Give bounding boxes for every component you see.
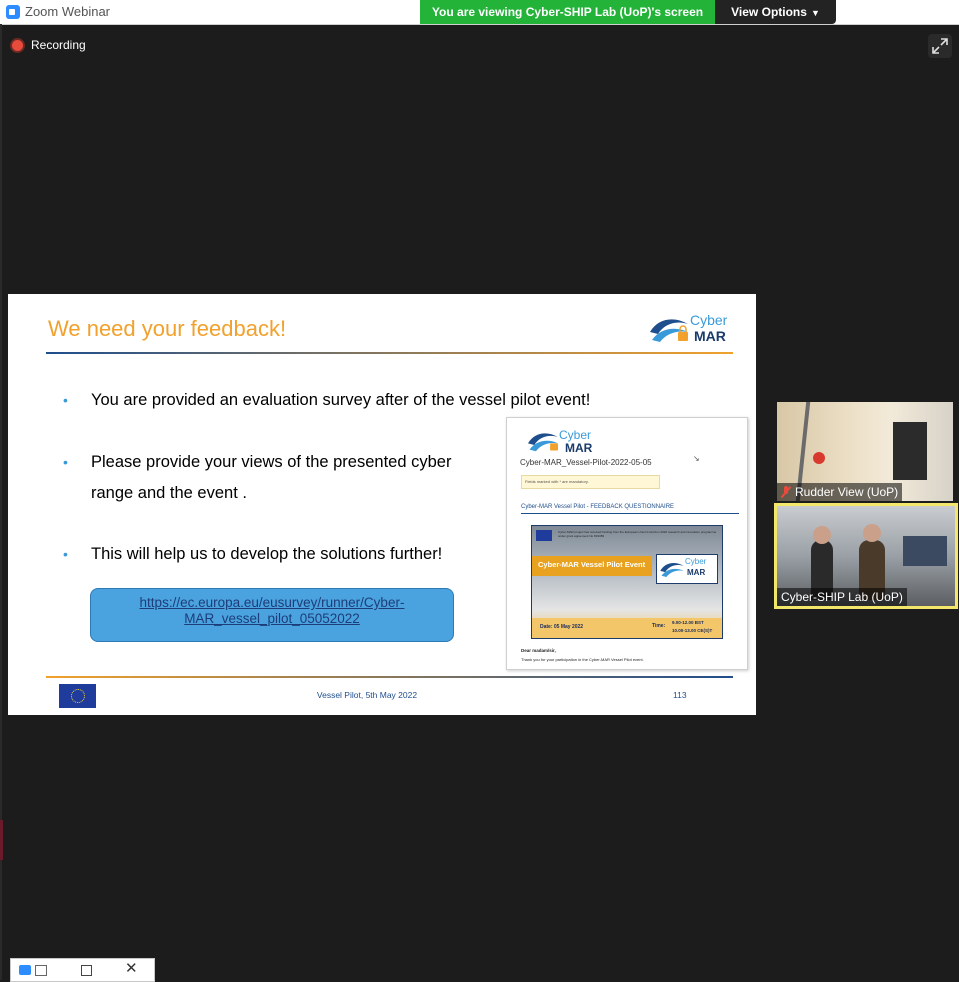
screenshot-logo-cyber: Cyber <box>559 428 592 442</box>
participant-name: Rudder View (UoP) <box>795 485 899 499</box>
survey-screenshot <box>506 417 748 670</box>
banner-date: Date: 05 May 2022 <box>540 624 584 630</box>
participant-name-label <box>777 588 907 606</box>
zoom-app-icon <box>6 5 20 19</box>
banner-time-label: Time: <box>652 623 666 629</box>
bullet-dot-icon: • <box>63 454 68 470</box>
bullet-text: You are provided an evaluation survey after of the vessel pilot event! <box>91 391 591 409</box>
survey-form-name: Cyber-MAR_Vessel-Pilot-2022-05-05 <box>520 458 652 467</box>
eu-flag-icon <box>59 684 96 708</box>
video-tile-cyber-ship-lab[interactable] <box>774 503 958 609</box>
banner-eu-text: Cyber-MAR project has received funding from the European Union's Horizon 2020 research and innovation programme under grant agreement No 833389 <box>558 530 717 538</box>
wave-logo-icon <box>659 557 685 581</box>
slide-page-number: 113 <box>673 690 687 700</box>
survey-link-callout <box>90 588 454 642</box>
restore-icon[interactable] <box>35 965 47 976</box>
survey-thanks: Thank you for your participation in the Cyber-MAR Vessel Pilot event. <box>521 657 644 662</box>
slide-title: We need your feedback! <box>48 316 287 341</box>
survey-greeting: Dear madam/sir, <box>521 648 556 653</box>
survey-link-line2: MAR_vessel_pilot_05052022 <box>184 611 360 626</box>
view-options-button[interactable] <box>715 0 836 24</box>
logo-text-cyber: Cyber <box>690 312 728 328</box>
close-icon[interactable]: ✕ <box>125 960 138 977</box>
bullet-dot-icon: • <box>63 392 68 408</box>
video-content <box>813 526 831 544</box>
wave-logo-icon <box>648 310 690 348</box>
video-content <box>903 536 947 566</box>
banner-event-strip <box>532 556 652 576</box>
banner-time-bst: 9.00-12.00 BST <box>672 620 704 625</box>
window-title: Zoom Webinar <box>25 4 111 19</box>
banner-logo-mar: MAR <box>687 568 706 577</box>
questionnaire-heading: Cyber-MAR Vessel Pilot - FEEDBACK QUESTIONNAIRE <box>521 504 675 510</box>
banner-event-title: Cyber-MAR Vessel Pilot Event <box>538 560 646 569</box>
bullet-text: This will help us to develop the solutions further! <box>91 545 443 563</box>
mic-muted-icon <box>781 486 791 498</box>
bullet-text: Please provide your views of the presented cyber <box>91 453 452 471</box>
bullet-dot-icon: • <box>63 546 68 562</box>
recording-label: Recording <box>31 38 86 52</box>
banner-logo <box>656 554 718 584</box>
viewing-screen-banner: You are viewing Cyber-SHIP Lab (UoP)'s screen <box>420 0 715 24</box>
mouse-cursor-icon: ↘ <box>693 454 700 463</box>
chevron-down-icon: ▼ <box>810 8 820 18</box>
recording-indicator <box>12 36 86 54</box>
video-tile-rudder-view[interactable] <box>777 402 953 501</box>
view-options-label: View Options <box>731 5 807 19</box>
maximize-icon[interactable] <box>81 965 92 976</box>
video-content <box>893 422 927 480</box>
shared-slide <box>8 294 756 715</box>
wave-logo-icon <box>525 426 561 456</box>
fullscreen-button[interactable] <box>928 34 952 58</box>
heading-divider <box>521 513 739 514</box>
window-edge-accent <box>0 820 3 860</box>
survey-link-line1: https://ec.europa.eu/eusurvey/runner/Cyber- <box>139 595 405 610</box>
title-divider <box>46 352 733 354</box>
video-content <box>863 524 881 542</box>
event-banner <box>531 525 723 639</box>
participant-name: Cyber-SHIP Lab (UoP) <box>781 590 903 604</box>
slide-footer-text: Vessel Pilot, 5th May 2022 <box>316 690 418 700</box>
survey-link[interactable] <box>91 595 453 627</box>
footer-divider <box>46 676 733 678</box>
zoom-app-icon <box>19 965 31 975</box>
expand-icon <box>928 34 952 58</box>
minimized-window-bar[interactable] <box>10 958 155 982</box>
participant-name-label <box>777 483 902 501</box>
banner-logo-cyber: Cyber <box>685 557 707 566</box>
video-content <box>777 506 955 606</box>
bullet-text: range and the event . <box>91 484 247 502</box>
screenshot-logo-mar: MAR <box>565 441 593 455</box>
banner-footer <box>532 618 722 638</box>
eu-flag-icon <box>536 530 552 541</box>
video-content <box>813 452 825 464</box>
logo-text-mar: MAR <box>694 328 726 344</box>
recording-dot-icon <box>12 40 23 51</box>
mandatory-fields-note: Fields marked with * are mandatory. <box>521 475 660 489</box>
banner-time-cet: 10.00-13.00 CE(S)T <box>672 628 713 633</box>
cyber-mar-logo <box>648 310 738 348</box>
